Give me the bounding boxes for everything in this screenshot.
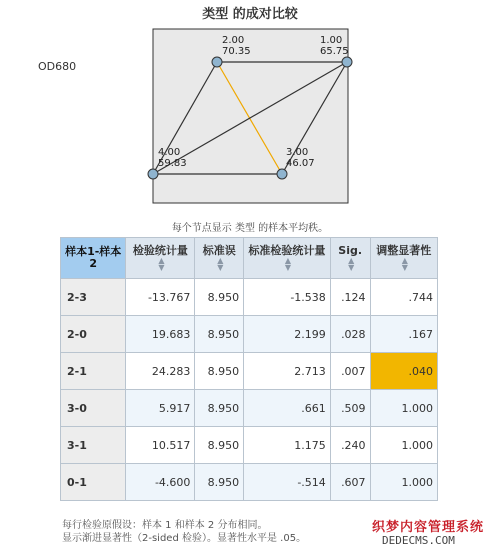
table-row[interactable] [61,353,438,390]
variable-label: OD680 [38,60,77,73]
node-3 [277,169,287,179]
table-row[interactable] [61,279,438,316]
sort-arrows-icon[interactable]: ▲ ▼ [348,256,355,272]
pair-cell: 3-0 [61,390,126,427]
pair-cell: 2-3 [61,279,126,316]
sig-cell: .607 [330,464,370,501]
se-cell: 8.950 [195,390,244,427]
column-header-stat[interactable]: 检验统计量▲ ▼ [126,238,195,279]
node-2-value: 70.35 [222,46,251,57]
se-cell: 8.950 [195,464,244,501]
stat-cell: 10.517 [126,427,195,464]
adj-sig-cell-highlighted: .040 [370,353,437,390]
node-4-value: 59.83 [158,158,187,169]
node-2 [212,57,222,67]
node-3-value: 46.07 [286,158,315,169]
std-cell: 2.199 [244,316,331,353]
std-cell: -1.538 [244,279,331,316]
node-1 [342,57,352,67]
footnote-line: 每行检验原假设：样本 1 和样本 2 分布相同。 [62,520,268,531]
sort-arrows-icon[interactable]: ▲ ▼ [284,256,292,272]
stat-cell: 19.683 [126,316,195,353]
pair-cell: 3-1 [61,427,126,464]
stat-cell: 5.917 [126,390,195,427]
table-row[interactable] [61,464,438,501]
table-row[interactable] [61,427,438,464]
column-header-se[interactable]: 标准误▲ ▼ [195,238,244,279]
adj-sig-cell: 1.000 [370,464,437,501]
pair-cell: 2-0 [61,316,126,353]
node-4-label: 4.00 [158,147,181,158]
std-cell: 1.175 [244,427,331,464]
pair-cell: 2-1 [61,353,126,390]
pairwise-comparison-diagram [0,0,500,230]
sig-cell: .007 [330,353,370,390]
results-table [60,237,438,501]
watermark-logo [372,516,496,550]
column-header-adj[interactable]: 调整显著性▲ ▼ [370,238,437,279]
stat-cell: -13.767 [126,279,195,316]
adj-sig-cell: .744 [370,279,437,316]
column-header-sig[interactable]: Sig.▲ ▼ [330,238,370,279]
watermark-url: DEDECMS.COM [382,534,455,547]
table-row[interactable] [61,316,438,353]
table-row[interactable] [61,390,438,427]
sort-arrows-icon[interactable]: ▲ ▼ [401,256,408,272]
node-1-value: 65.75 [320,46,349,57]
diagram-caption: 每个节点显示 类型 的样本平均秩。 [171,223,329,234]
sig-cell: .124 [330,279,370,316]
node-2-label: 2.00 [222,35,245,46]
se-cell: 8.950 [195,316,244,353]
footnote-line: 显示渐进显著性（2-sided 检验）。显著性水平是 .05。 [62,533,307,544]
sort-arrows-icon[interactable]: ▲ ▼ [158,256,165,272]
node-1-label: 1.00 [320,35,343,46]
node-4 [148,169,158,179]
adj-sig-cell: .167 [370,316,437,353]
std-cell: 2.713 [244,353,331,390]
column-header-pair[interactable]: 样本1-样本2 [61,238,126,279]
stat-cell: 24.283 [126,353,195,390]
sig-cell: .028 [330,316,370,353]
std-cell: -.514 [244,464,331,501]
std-cell: .661 [244,390,331,427]
adj-sig-cell: 1.000 [370,390,437,427]
sig-cell: .240 [330,427,370,464]
node-3-label: 3.00 [286,147,309,158]
se-cell: 8.950 [195,427,244,464]
adj-sig-cell: 1.000 [370,427,437,464]
sort-arrows-icon[interactable]: ▲ ▼ [217,256,224,272]
se-cell: 8.950 [195,353,244,390]
table-footnotes [62,519,306,545]
watermark-text: 织梦内容管理系统 [372,520,485,535]
pair-cell: 0-1 [61,464,126,501]
sig-cell: .509 [330,390,370,427]
page-title: 类型 的成对比较 [202,7,298,22]
stat-cell: -4.600 [126,464,195,501]
table-header-row [61,238,438,279]
se-cell: 8.950 [195,279,244,316]
column-header-std[interactable]: 标准检验统计量▲ ▼ [244,238,331,279]
